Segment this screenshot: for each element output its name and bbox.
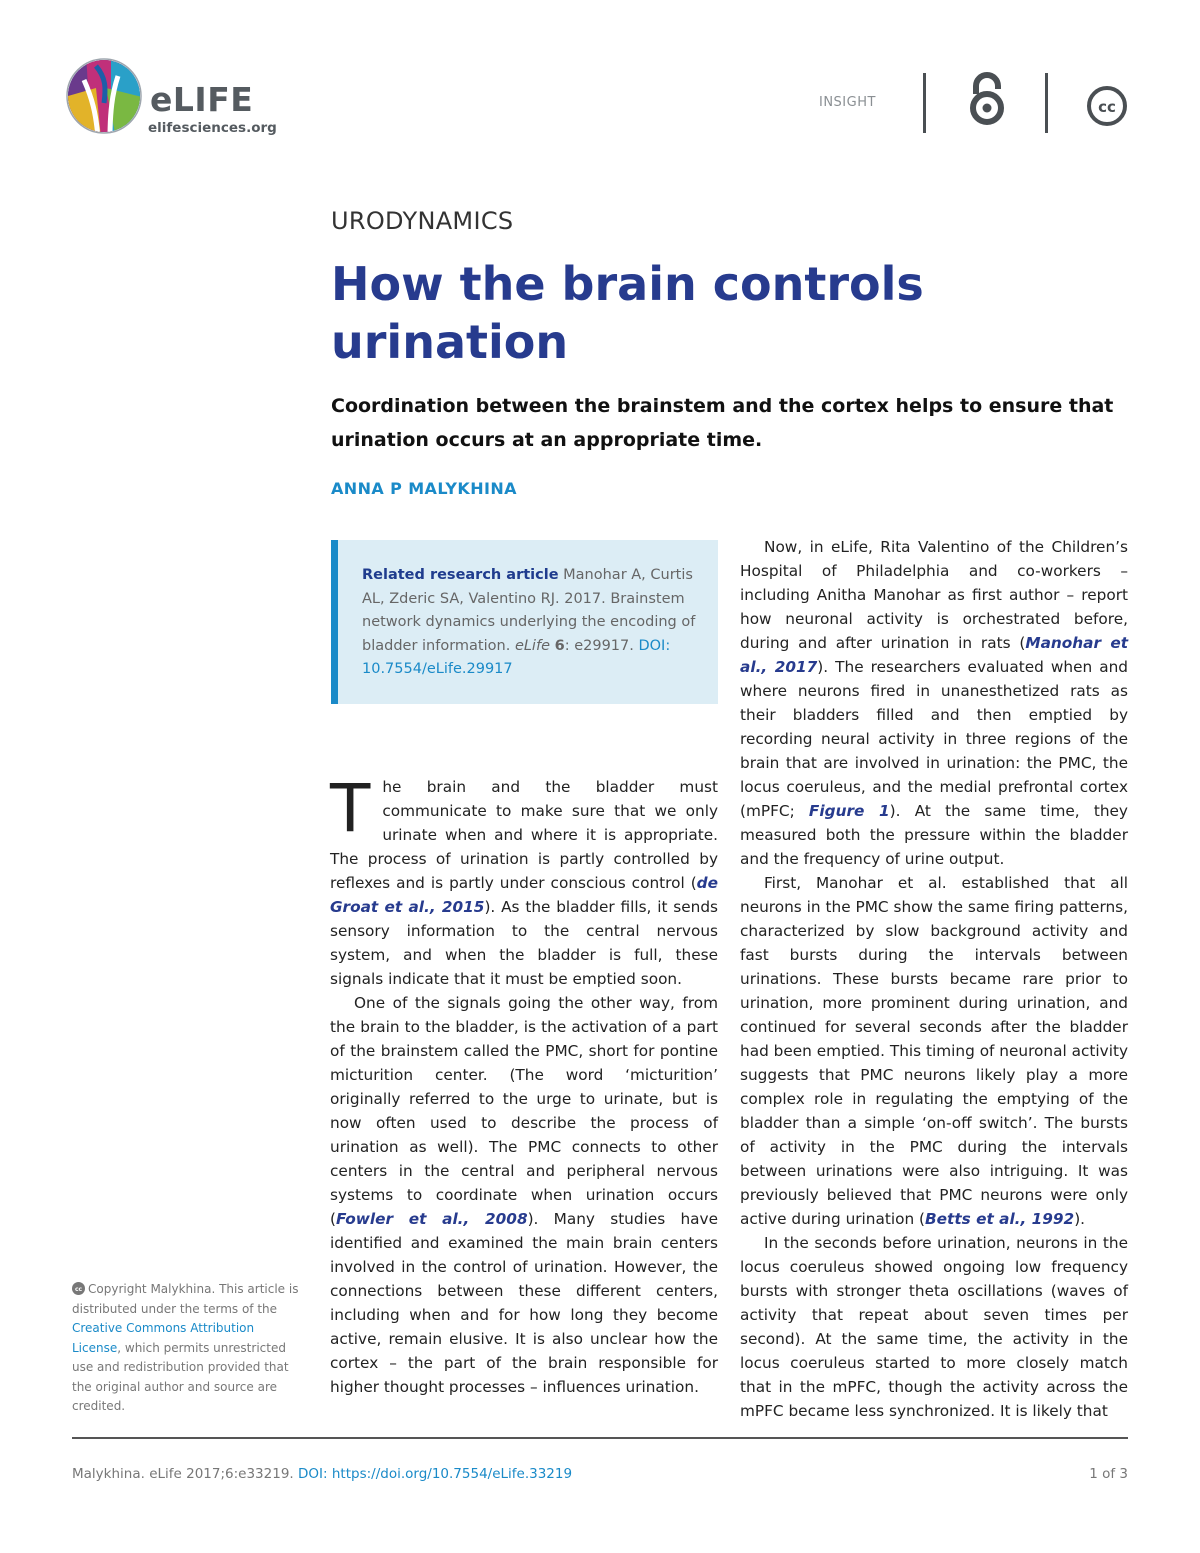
body-column-right — [740, 535, 1128, 1423]
copyright-notice: cc Copyright Malykhina. This article is distributed under the terms of the Creative Commons Attribution License, which permits unrestricted use and redistribution provided that the original author and source are credited. — [72, 1282, 299, 1413]
related-article-journal: eLife — [514, 637, 550, 654]
related-article-citation: Manohar A, Curtis AL, Zderic SA, Valentino RJ. 2017. Brainstem network dynamics underlying the encoding of bladder information. — [362, 567, 696, 654]
drop-cap: T — [330, 770, 371, 847]
footer-citation: Malykhina. eLife 2017;6:e33219. DOI: https://doi.org/10.7554/eLife.33219 — [72, 1466, 573, 1482]
article-type-label: INSIGHT — [819, 95, 876, 110]
cc-small-icon — [72, 1282, 85, 1295]
citation-link[interactable]: Fowler et al., 2008 — [335, 1210, 528, 1228]
header-divider — [923, 73, 926, 133]
related-article-id: : e29917. — [564, 637, 634, 654]
body-paragraph: First, Manohar et al. established that all neurons in the PMC show the same firing patterns, characterized by slow background activity and fast bursts during the intervals between urinations. These bursts became rare prior to urination, more prominent during urination, and continued for several seconds after the bladder had been emptied. This timing of neuronal activity suggests that PMC neurons likely play a more complex role in regulating the emptying of the bladder than a simple ‘on-off switch’. The bursts of activity in the PMC during the intervals between urinations were also intriguing. It was previously believed that PMC neurons were only active during urination (Betts et al., 1992). — [740, 874, 1128, 1228]
open-access-icon[interactable] — [966, 72, 1008, 126]
logo-url[interactable]: elifesciences.org — [148, 120, 277, 136]
citation-link[interactable]: Betts et al., 1992 — [925, 1210, 1075, 1228]
article-category: URODYNAMICS — [331, 207, 514, 235]
header-divider — [1045, 73, 1048, 133]
body-column-left — [330, 770, 719, 1399]
body-paragraph: Now, in eLife, Rita Valentino of the Children’s Hospital of Philadelphia and co-workers – including Anitha Manohar as first author – report how neuronal activity is orchestrated before, during and after urination in rats (Manohar et al., 2017). The researchers evaluated when and where neurons fired in unanesthetized rats as their bladders filled and then emptied by recording neural activity in three regions of the brain that are involved in urination: the PMC, the locus coeruleus, and the medial prefrontal cortex (mPFC; Figure 1). At the same time, they measured both the pressure within the bladder and the frequency of urine output. — [740, 538, 1129, 868]
related-article-box — [331, 540, 718, 704]
body-paragraph: In the seconds before urination, neurons in the locus coeruleus showed ongoing low frequency bursts with stronger theta oscillations (waves of activity that repeat about seven times per second). At the same time, the activity in the locus coeruleus started to more closely match that in the mPFC, though the activity across the mPFC became less synchronized. It is likely that — [740, 1234, 1128, 1420]
license-link[interactable]: Creative Commons Attribution License — [72, 1321, 255, 1355]
related-article-volume: 6 — [554, 637, 565, 654]
citation-link[interactable]: de Groat et al., 2015 — [330, 874, 718, 916]
svg-text:cc: cc — [1098, 98, 1116, 116]
footer-rule — [72, 1437, 1128, 1439]
related-article-doi-link[interactable]: DOI: 10.7554/eLife.29917 — [362, 637, 671, 677]
elife-logo-icon — [66, 58, 142, 134]
body-paragraph: The brain and the bladder must communicate to make sure that we only urinate when and where it is appropriate. The process of urination is partly controlled by reflexes and is partly under conscious control (de Groat et al., 2015). As the bladder fills, it sends sensory information to the central nervous system, and when the bladder is full, these signals indicate that it must be emptied soon. — [330, 770, 719, 988]
footer-doi-link[interactable]: https://doi.org/10.7554/eLife.33219 — [331, 1466, 573, 1482]
creative-commons-icon[interactable] — [1086, 85, 1128, 127]
citation-link[interactable]: Manohar et al., 2017 — [740, 634, 1129, 676]
article-author[interactable]: ANNA P MALYKHINA — [331, 479, 517, 498]
article-title: How the brain controls urination — [331, 257, 924, 369]
related-article-text — [362, 564, 702, 682]
related-article-label: Related research article — [362, 567, 559, 583]
logo-wordmark: eLIFE — [150, 80, 254, 119]
figure-link[interactable]: Figure 1 — [808, 802, 890, 820]
article-subtitle: Coordination between the brainstem and the cortex helps to ensure that urination occurs at an appropriate time. — [331, 395, 1114, 451]
body-paragraph: One of the signals going the other way, from the brain to the bladder, is the activation of a part of the brainstem called the PMC, short for pontine micturition center. (The word ‘micturition’ originally referred to the urge to urinate, but is now often used to describe the process of urination as well). The PMC connects to other centers in the central and peripheral nervous systems to coordinate when urination occurs (Fowler et al., 2008). Many studies have identified and examined the main brain centers involved in the control of urination. However, the connections between these different centers, including when and for how long they become active, remain elusive. It is also unclear how the cortex – the part of the brain responsible for higher thought processes – influences urination. — [330, 994, 718, 1396]
footer-doi-label[interactable]: DOI: — [298, 1466, 328, 1482]
svg-text:cc: cc — [74, 1286, 83, 1293]
page-number: 1 of 3 — [1089, 1466, 1128, 1482]
